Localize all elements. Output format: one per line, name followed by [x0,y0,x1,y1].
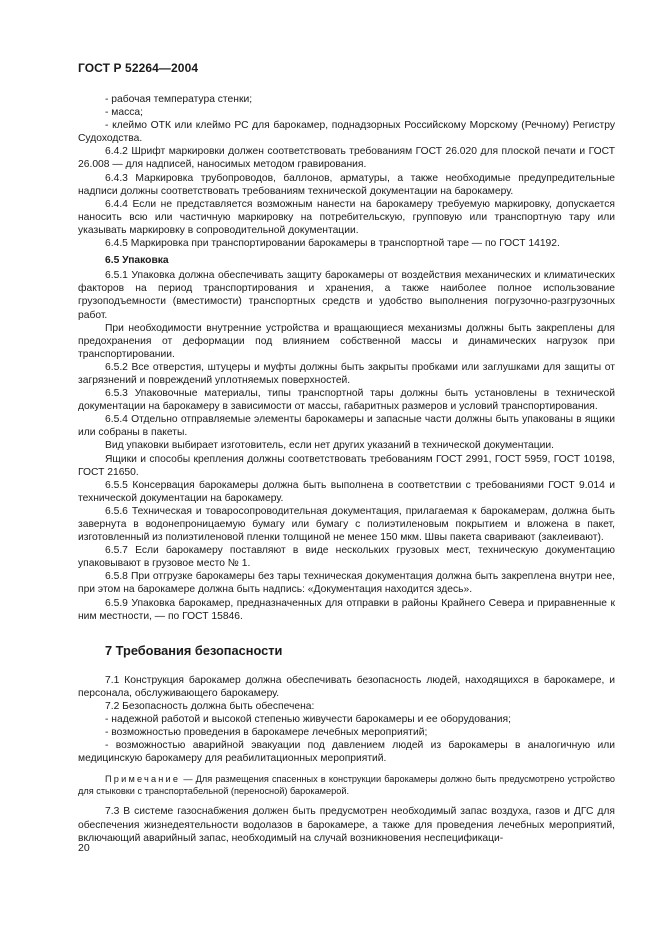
section-heading-6-5: 6.5 Упаковка [105,255,169,267]
clause-6-5-6: 6.5.6 Техническая и товаросопроводительная документация, прилагаемая к барокамерам, должна быть завернута в водонепроницаемую бумагу или бумагу с полиэтиленовым покрытием и вложена в пакет, изготовленный из полиэтиленовой пленки толщиной не менее 150 мкм. Швы пакета сваривают (заклеивают). [78,505,615,544]
clause-6-5-9: 6.5.9 Упаковка барокамер, предназначенных для отправки в районы Крайнего Севера и приравненные к ним местности, — по ГОСТ 15846. [78,597,615,622]
list-item: - клеймо ОТК или клеймо РС для барокамер, поднадзорных Российскому Морскому (Речному) Регистру Судоходства. [78,120,615,145]
clause-6-5-3: 6.5.3 Упаковочные материалы, типы транспортной тары должны быть установлены в технической документации на барокамеру в зависимости от массы, габаритных размеров и условий транспортирования. [78,388,615,413]
clause-6-5-7: 6.5.7 Если барокамеру поставляют в виде нескольких грузовых мест, техническую документацию упаковывают в грузовое место № 1. [78,545,615,570]
clause-7-3: 7.3 В системе газоснабжения должен быть предусмотрен необходимый запас воздуха, газов и ДГС для обеспечения жизнедеятельности водолазов в барокамере, а также для проведения лечебных мероприятий, включающий аварийный запас, необходимый на случай возникновения неспецификаци- [78,806,615,844]
note [78,773,615,797]
clause-7-2: 7.2 Безопасность должна быть обеспечена: [105,700,315,712]
paragraph: Вид упаковки выбирает изготовитель, если нет других указаний в технической документации. [105,440,555,452]
paragraph: При необходимости внутренние устройства и вращающиеся механизмы должны быть закреплены для предохранения от деформации под влиянием собственной массы и динамических нагрузок при транспортировании. [78,322,615,360]
page-number: 20 [78,842,90,854]
note-label: Примечание [105,774,181,785]
clause-6-4-5: 6.4.5 Маркировка при транспортировании барокамеры в транспортной таре — по ГОСТ 14192. [105,238,560,250]
clause-6-4-2: 6.4.2 Шрифт маркировки должен соответствовать требованиям ГОСТ 26.020 для плоской печати и ГОСТ 26.008 — для надписей, наносимых методом гравирования. [78,146,615,171]
list-item: - масса; [105,107,143,119]
clause-6-5-5: 6.5.5 Консервация барокамеры должна быть выполнена в соответствии с требованиями ГОСТ 9.014 и технической документации на барокамеру. [78,479,615,504]
paragraph: Ящики и способы крепления должны соответствовать требованиям ГОСТ 2991, ГОСТ 5959, ГОСТ 10198, ГОСТ 21650. [78,453,615,478]
section-heading-7: 7 Требования безопасности [105,642,283,658]
clause-6-5-4: 6.5.4 Отдельно отправляемые элементы барокамеры и запасные части должны быть упакованы в ящики или собраны в пакеты. [78,414,615,439]
clause-6-5-2: 6.5.2 Все отверстия, штуцеры и муфты должны быть закрыты пробками или заглушками для защиты от загрязнений и повреждений уплотняемых поверхностей. [78,361,615,386]
clause-6-4-3: 6.4.3 Маркировка трубопроводов, баллонов, арматуры, а также необходимые предупредительные надписи должны соответствовать требованиям технической документации на барокамеру. [78,172,615,197]
clause-6-5-1: 6.5.1 Упаковка должна обеспечивать защиту барокамеры от воздействия механических и климатических факторов на период транспортирования и хранения, а также наиболее полное использование грузоподъемности (вместимости) транспортных средств и удобство выполнения погрузочно-разгрузочных работ. [78,270,615,321]
clause-6-4-4: 6.4.4 Если не представляется возможным нанести на барокамеру требуемую маркировку, допускается наносить всю или частичную маркировку на потребительскую, групповую или транспортную тару или указывать маркировку в сопроводительной документации. [78,198,615,236]
list-item: - возможностью проведения в барокамере лечебных мероприятий; [105,727,428,739]
list-item: - надежной работой и высокой степенью живучести барокамеры и ее оборудования; [105,714,511,726]
note-text: — Для размещения спасенных в конструкции барокамеры должно быть предусмотрено устройство для стыковки с транспортабельной (переносной) барокамерой. [78,774,615,797]
list-item: - возможностью аварийной эвакуации под давлением людей из барокамеры в аналогичную или медицинскую барокамеру для реабилитационных мероприятий. [78,740,615,765]
document-header: ГОСТ Р 52264—2004 [78,61,199,75]
clause-7-1: 7.1 Конструкция барокамер должна обеспечивать безопасность людей, находящихся в барокамере, и персонала, обслуживающего барокамеру. [78,674,615,699]
list-item: - рабочая температура стенки; [105,94,253,105]
document-body [78,93,615,845]
clause-6-5-8: 6.5.8 При отгрузке барокамеры без тары техническая документация должна быть закреплена внутри нее, при этом на барокамере должна быть надпись: «Документация находится здесь». [78,571,615,596]
